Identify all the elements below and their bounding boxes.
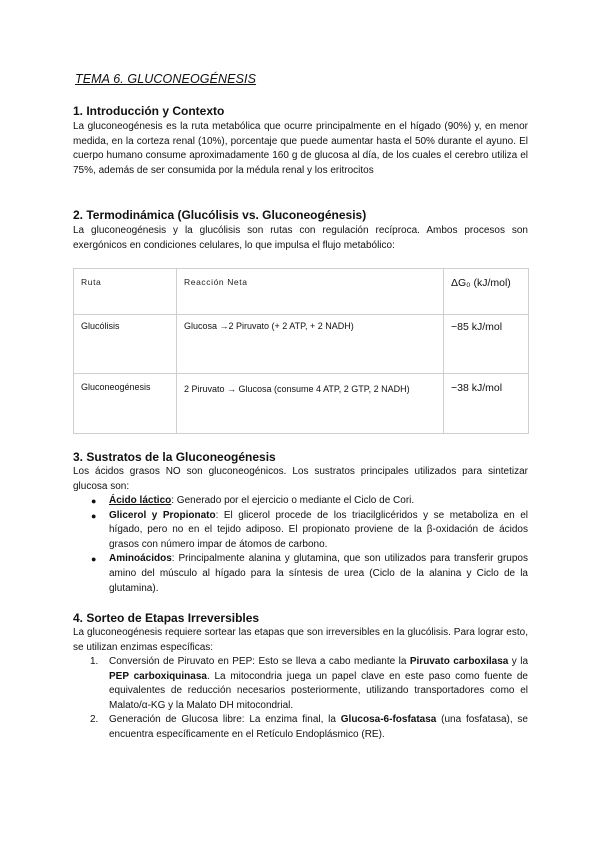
list-item-text: y la — [508, 656, 529, 667]
table-cell: Gluconeogénesis — [74, 374, 177, 434]
table-header-cell: Reacción Neta — [177, 269, 444, 315]
list-item-term: Glicerol y Propionato — [109, 509, 216, 521]
list-item-text: : Generado por el ejercicio o mediante el Ciclo de Cori. — [171, 495, 415, 506]
table-cell: Glucólisis — [74, 315, 177, 374]
section-4-heading: 4. Sorteo de Etapas Irreversibles — [73, 611, 260, 625]
list-item-text: : Principalmente alanina y glutamina, que son utilizados para transferir grupos amino del músculo al hígado para la síntesis de urea (Ciclo de la alanina y Ciclo de la glutamina). — [109, 553, 528, 594]
thermodynamics-table — [73, 268, 529, 434]
table-cell: −85 kJ/mol — [444, 315, 529, 374]
list-item — [73, 655, 528, 713]
list-item-term: Ácido láctico — [109, 495, 172, 506]
enzyme-name: Glucosa-6-fosfatasa — [340, 714, 437, 726]
list-item-text: Generación de Glucosa libre: La enzima final, la — [109, 714, 341, 726]
list-number: 2. — [90, 714, 99, 726]
table-header-cell: ΔG₀ (kJ/mol) — [444, 269, 529, 315]
list-item-term: Aminoácidos — [109, 553, 172, 565]
section-4-body: La gluconeogénesis requiere sortear las etapas que son irreversibles en la glucólisis. Para lograr esto, se utilizan enzimas específicas: — [73, 627, 528, 653]
list-item-text: : El glicerol procede de los triacilglicéridos y se metaboliza en el hígado, pero no en el tejido adiposo. El propionato proviene de la β-oxidación de ácidos grasos con número impar de átomos de carbono. — [109, 509, 528, 550]
list-item — [73, 552, 528, 596]
section-3-body: Los ácidos grasos NO son gluconeogénicos. Los sustratos principales utilizados para sintetizar glucosa son: — [73, 466, 528, 492]
enzyme-name: PEP carboxiquinasa — [109, 670, 207, 682]
table-cell: 2 Piruvato → Glucosa (consume 4 ATP, 2 GTP, 2 NADH) — [177, 374, 444, 434]
table-row — [74, 315, 529, 374]
table-header-cell: Ruta — [74, 269, 177, 315]
section-1-heading: 1. Introducción y Contexto — [73, 104, 225, 118]
list-item — [73, 509, 528, 553]
bullet-icon: ● — [91, 496, 97, 506]
section-2-body: La gluconeogénesis y la glucólisis son rutas con regulación recíproca. Ambos procesos son exergónicos en condiciones celulares, lo que impulsa el flujo metabólico: — [73, 225, 528, 251]
bullet-icon: ● — [91, 510, 97, 521]
bullet-icon: ● — [91, 554, 97, 565]
table-header-row — [74, 269, 529, 315]
enzyme-name: Piruvato carboxilasa — [409, 656, 509, 667]
table-row — [74, 374, 529, 434]
list-item-text: Conversión de Piruvato en PEP: Esto se lleva a cabo mediante la — [109, 656, 410, 667]
table-cell: −38 kJ/mol — [444, 374, 529, 434]
list-item — [73, 494, 528, 509]
section-2-heading: 2. Termodinámica (Glucólisis vs. Gluconeogénesis) — [73, 208, 367, 222]
page-title: TEMA 6. GLUCONEOGÉNESIS — [75, 72, 257, 86]
section-3-heading: 3. Sustratos de la Gluconeogénesis — [73, 450, 276, 464]
section-1-body: La gluconeogénesis es la ruta metabólica que ocurre principalmente en el hígado (90%) y, en menor medida, en la corteza renal (10%), porcentaje que puede aumentar hasta el 50% durante el ayuno. El cuerpo humano consume aproximadamente 160 g de glucosa al día, de los cuales el cerebro utiliza el 75%, además de ser consumida por la médula renal y los eritrocitos — [73, 121, 528, 176]
list-number: 1. — [90, 656, 99, 667]
irreversible-steps-list — [73, 655, 528, 743]
list-item — [73, 713, 528, 742]
substrates-list — [73, 494, 528, 596]
table-cell: Glucosa →2 Piruvato (+ 2 ATP, + 2 NADH) — [177, 315, 444, 374]
list-item-text: . La mitocondria juega un papel clave en este paso como fuente de equivalentes de reducción necesarios posteriormente, utilizando transportadores como el Malato/α-KG y la Malato DH mitocondrial. — [109, 670, 528, 711]
list-item-text: (una fosfatasa), se encuentra específicamente en el Retículo Endoplásmico (RE). — [109, 714, 528, 740]
